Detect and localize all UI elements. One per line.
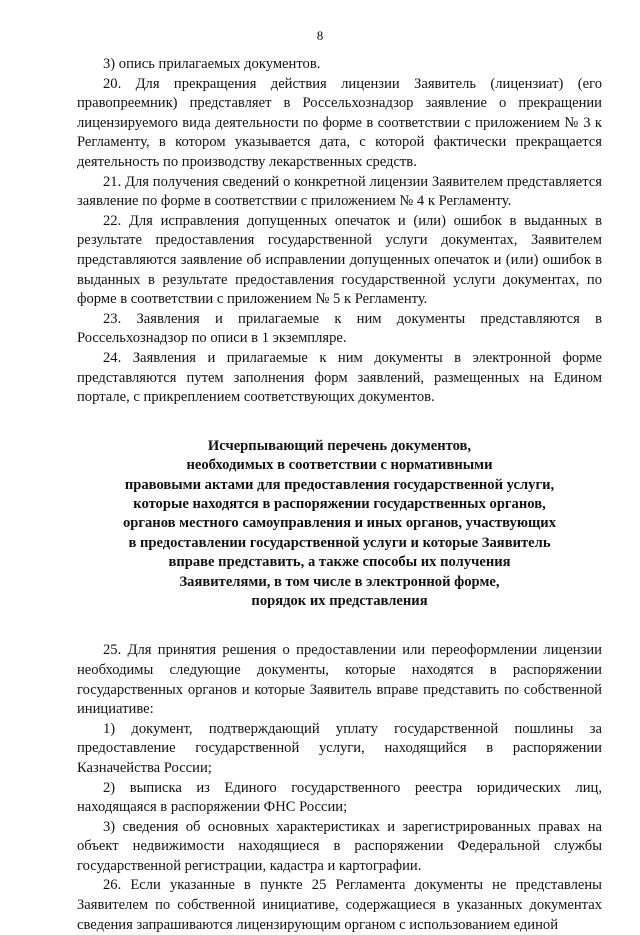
section-heading-line: в предоставлении государственной услуги и которые Заявитель [128, 534, 551, 551]
paragraph-26: 26. Если указанные в пункте 25 Регламента документы не представлены Заявителем по собственной инициативе, содержащиеся в указанных документах сведения запрашиваются лицензирующим органом с использованием единой [77, 877, 602, 933]
page-number: 8 [316, 28, 324, 43]
section-heading [77, 437, 602, 612]
section-heading-line: Исчерпывающий перечень документов, [207, 437, 472, 454]
paragraph-23: 23. Заявления и прилагаемые к ним документы представляются в Россельхознадзор по описи в 1 экземпляре. [77, 310, 602, 347]
section-heading-line: органов местного самоуправления и иных органов, участвующих [122, 515, 557, 532]
section-heading-line: которые находятся в распоряжении государственных органов, [133, 495, 546, 512]
section-heading-line: порядок их представления [251, 592, 428, 609]
paragraph-25: 25. Для принятия решения о предоставлении или переоформлении лицензии необходимы следующие документы, которые находятся в распоряжении государственных органов и которые Заявитель вправе представить по собственной инициативе: [77, 642, 602, 718]
section-heading-line: вправе представить, а также способы их получения [168, 554, 511, 571]
paragraph-22: 22. Для исправления допущенных опечаток и (или) ошибок в выданных в результате предоставления государственной услуги документах, Заявителем представляются заявление об исправлении допущенных опечаток и (или) ошибок в выданных в результате предоставления государственной услуги документах, по форме в соответствии с приложением № 5 к Регламенту. [77, 212, 602, 308]
paragraph-25-item-2: 2) выписка из Единого государственного реестра юридических лиц, находящаяся в распоряжении ФНС России; [77, 779, 602, 816]
paragraph-24: 24. Заявления и прилагаемые к ним документы в электронной форме представляются путем заполнения форм заявлений, размещенных на Едином портале, с прикреплением соответствующих документов. [77, 349, 602, 406]
section-heading-line: необходимых в соответствии с нормативными [186, 457, 493, 474]
paragraph-item-3-attachments-list: 3) опись прилагаемых документов. [103, 56, 321, 72]
document-body [77, 55, 602, 935]
section-heading-line: правовыми актами для предоставления государственной услуги, [124, 476, 555, 493]
paragraph-21: 21. Для получения сведений о конкретной лицензии Заявителем представляется заявление по форме в соответствии с приложением № 4 к Регламенту. [77, 173, 602, 210]
paragraph-25-item-1: 1) документ, подтверждающий уплату государственной пошлины за предоставление государственной услуги, находящийся в распоряжении Казначейства России; [77, 720, 602, 776]
section-heading-line: Заявителями, в том числе в электронной форме, [179, 573, 500, 590]
paragraph-20: 20. Для прекращения действия лицензии Заявитель (лицензиат) (его правопреемник) представляет в Россельхознадзор заявление о прекращении лицензируемого вида деятельности по форме в соответствии с приложением № 3 к Регламенту, в котором указывается дата, с которой фактически прекращается деятельность по производству лекарственных средств. [77, 75, 602, 170]
paragraph-25-item-3: 3) сведения об основных характеристиках и зарегистрированных правах на объект недвижимости находящиеся в распоряжении Федеральной службы государственной регистрации, кадастра и картографии. [77, 818, 602, 874]
